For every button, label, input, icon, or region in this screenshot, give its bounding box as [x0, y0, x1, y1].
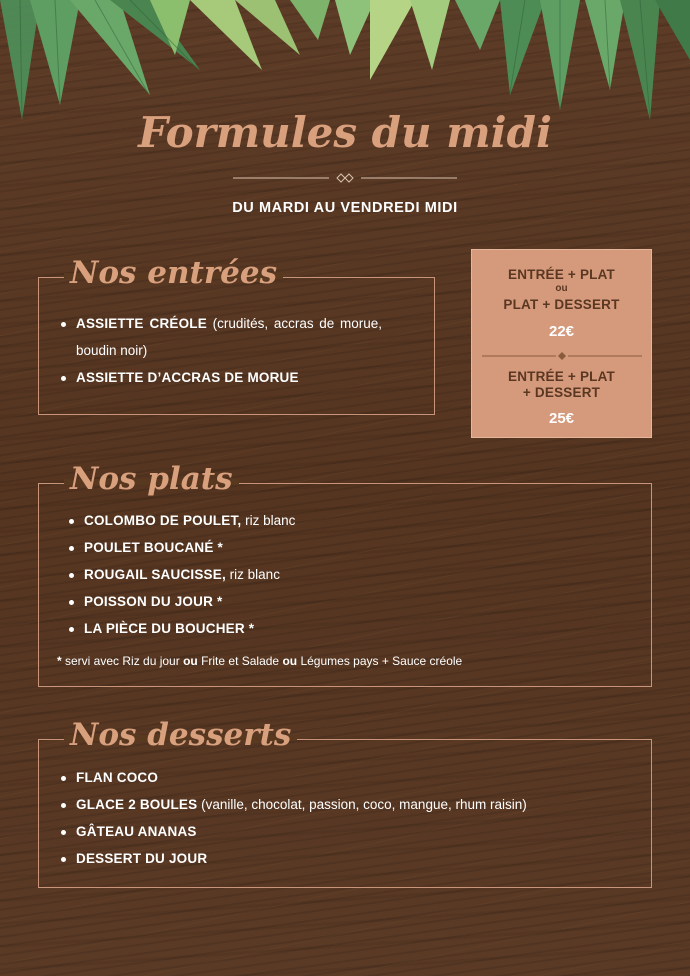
item-name: FLAN COCO — [76, 770, 159, 785]
item-name: ROUGAIL SAUCISSE, — [84, 567, 226, 582]
formula1-line2: PLAT + DESSERT — [503, 297, 620, 312]
formula1-price: 22€ — [548, 323, 575, 340]
item-name: POISSON DU JOUR * — [84, 594, 223, 609]
formula1-or: ou — [555, 283, 568, 294]
formula-price-panel — [471, 249, 652, 438]
item-name: ASSIETTE CRÉOLE — [76, 316, 207, 331]
list-item — [68, 534, 295, 561]
item-name: LA PIÈCE DU BOUCHER * — [84, 621, 255, 636]
item-description: (vanille, chocolat, passion, coco, mangue, rhum raisin) — [197, 797, 527, 812]
formula1-line1: ENTRÉE + PLAT — [508, 267, 615, 282]
title-divider-ornament — [233, 170, 457, 186]
list-item — [60, 791, 527, 818]
plats-footnote — [57, 654, 462, 668]
page-subtitle: DU MARDI AU VENDREDI MIDI — [232, 200, 458, 216]
item-name: GLACE 2 BOULES — [76, 797, 198, 812]
list-item — [60, 364, 382, 391]
entrees-heading: Nos entrées — [70, 255, 278, 291]
item-description: (crudités, accras de morue, boudin noir) — [76, 316, 382, 358]
list-item — [68, 561, 295, 588]
desserts-list — [60, 764, 527, 872]
formula-divider-ornament — [482, 351, 642, 361]
item-name: DESSERT DU JOUR — [76, 851, 208, 866]
list-item — [60, 310, 382, 364]
footnote-or-2: ou — [282, 654, 298, 668]
desserts-heading: Nos desserts — [70, 717, 292, 753]
list-item — [60, 818, 527, 845]
footnote-text-3: Légumes pays + Sauce créole — [297, 654, 463, 668]
footnote-text-2: Frite et Salade — [197, 654, 283, 668]
footnote-or-1: ou — [183, 654, 198, 668]
item-description: riz blanc — [225, 567, 280, 582]
item-description: riz blanc — [241, 513, 296, 528]
footnote-star: * — [57, 654, 62, 668]
formula2-price: 25€ — [548, 410, 575, 427]
item-name: GÂTEAU ANANAS — [76, 824, 197, 839]
plats-list — [68, 507, 295, 642]
page-title: Formules du midi — [138, 108, 552, 157]
item-name: COLOMBO DE POULET, — [84, 513, 242, 528]
list-item — [68, 588, 295, 615]
list-item — [60, 764, 527, 791]
list-item — [68, 615, 295, 642]
list-item — [68, 507, 295, 534]
item-name: POULET BOUCANÉ * — [84, 540, 223, 555]
item-name: ASSIETTE D’ACCRAS DE MORUE — [76, 370, 299, 385]
plats-heading: Nos plats — [70, 461, 233, 497]
list-item — [60, 845, 527, 872]
formula2-line2: + DESSERT — [522, 385, 601, 400]
formula2-line1: ENTRÉE + PLAT — [508, 369, 615, 384]
footnote-text-1: servi avec Riz du jour — [61, 654, 184, 668]
entrees-list — [60, 310, 382, 391]
